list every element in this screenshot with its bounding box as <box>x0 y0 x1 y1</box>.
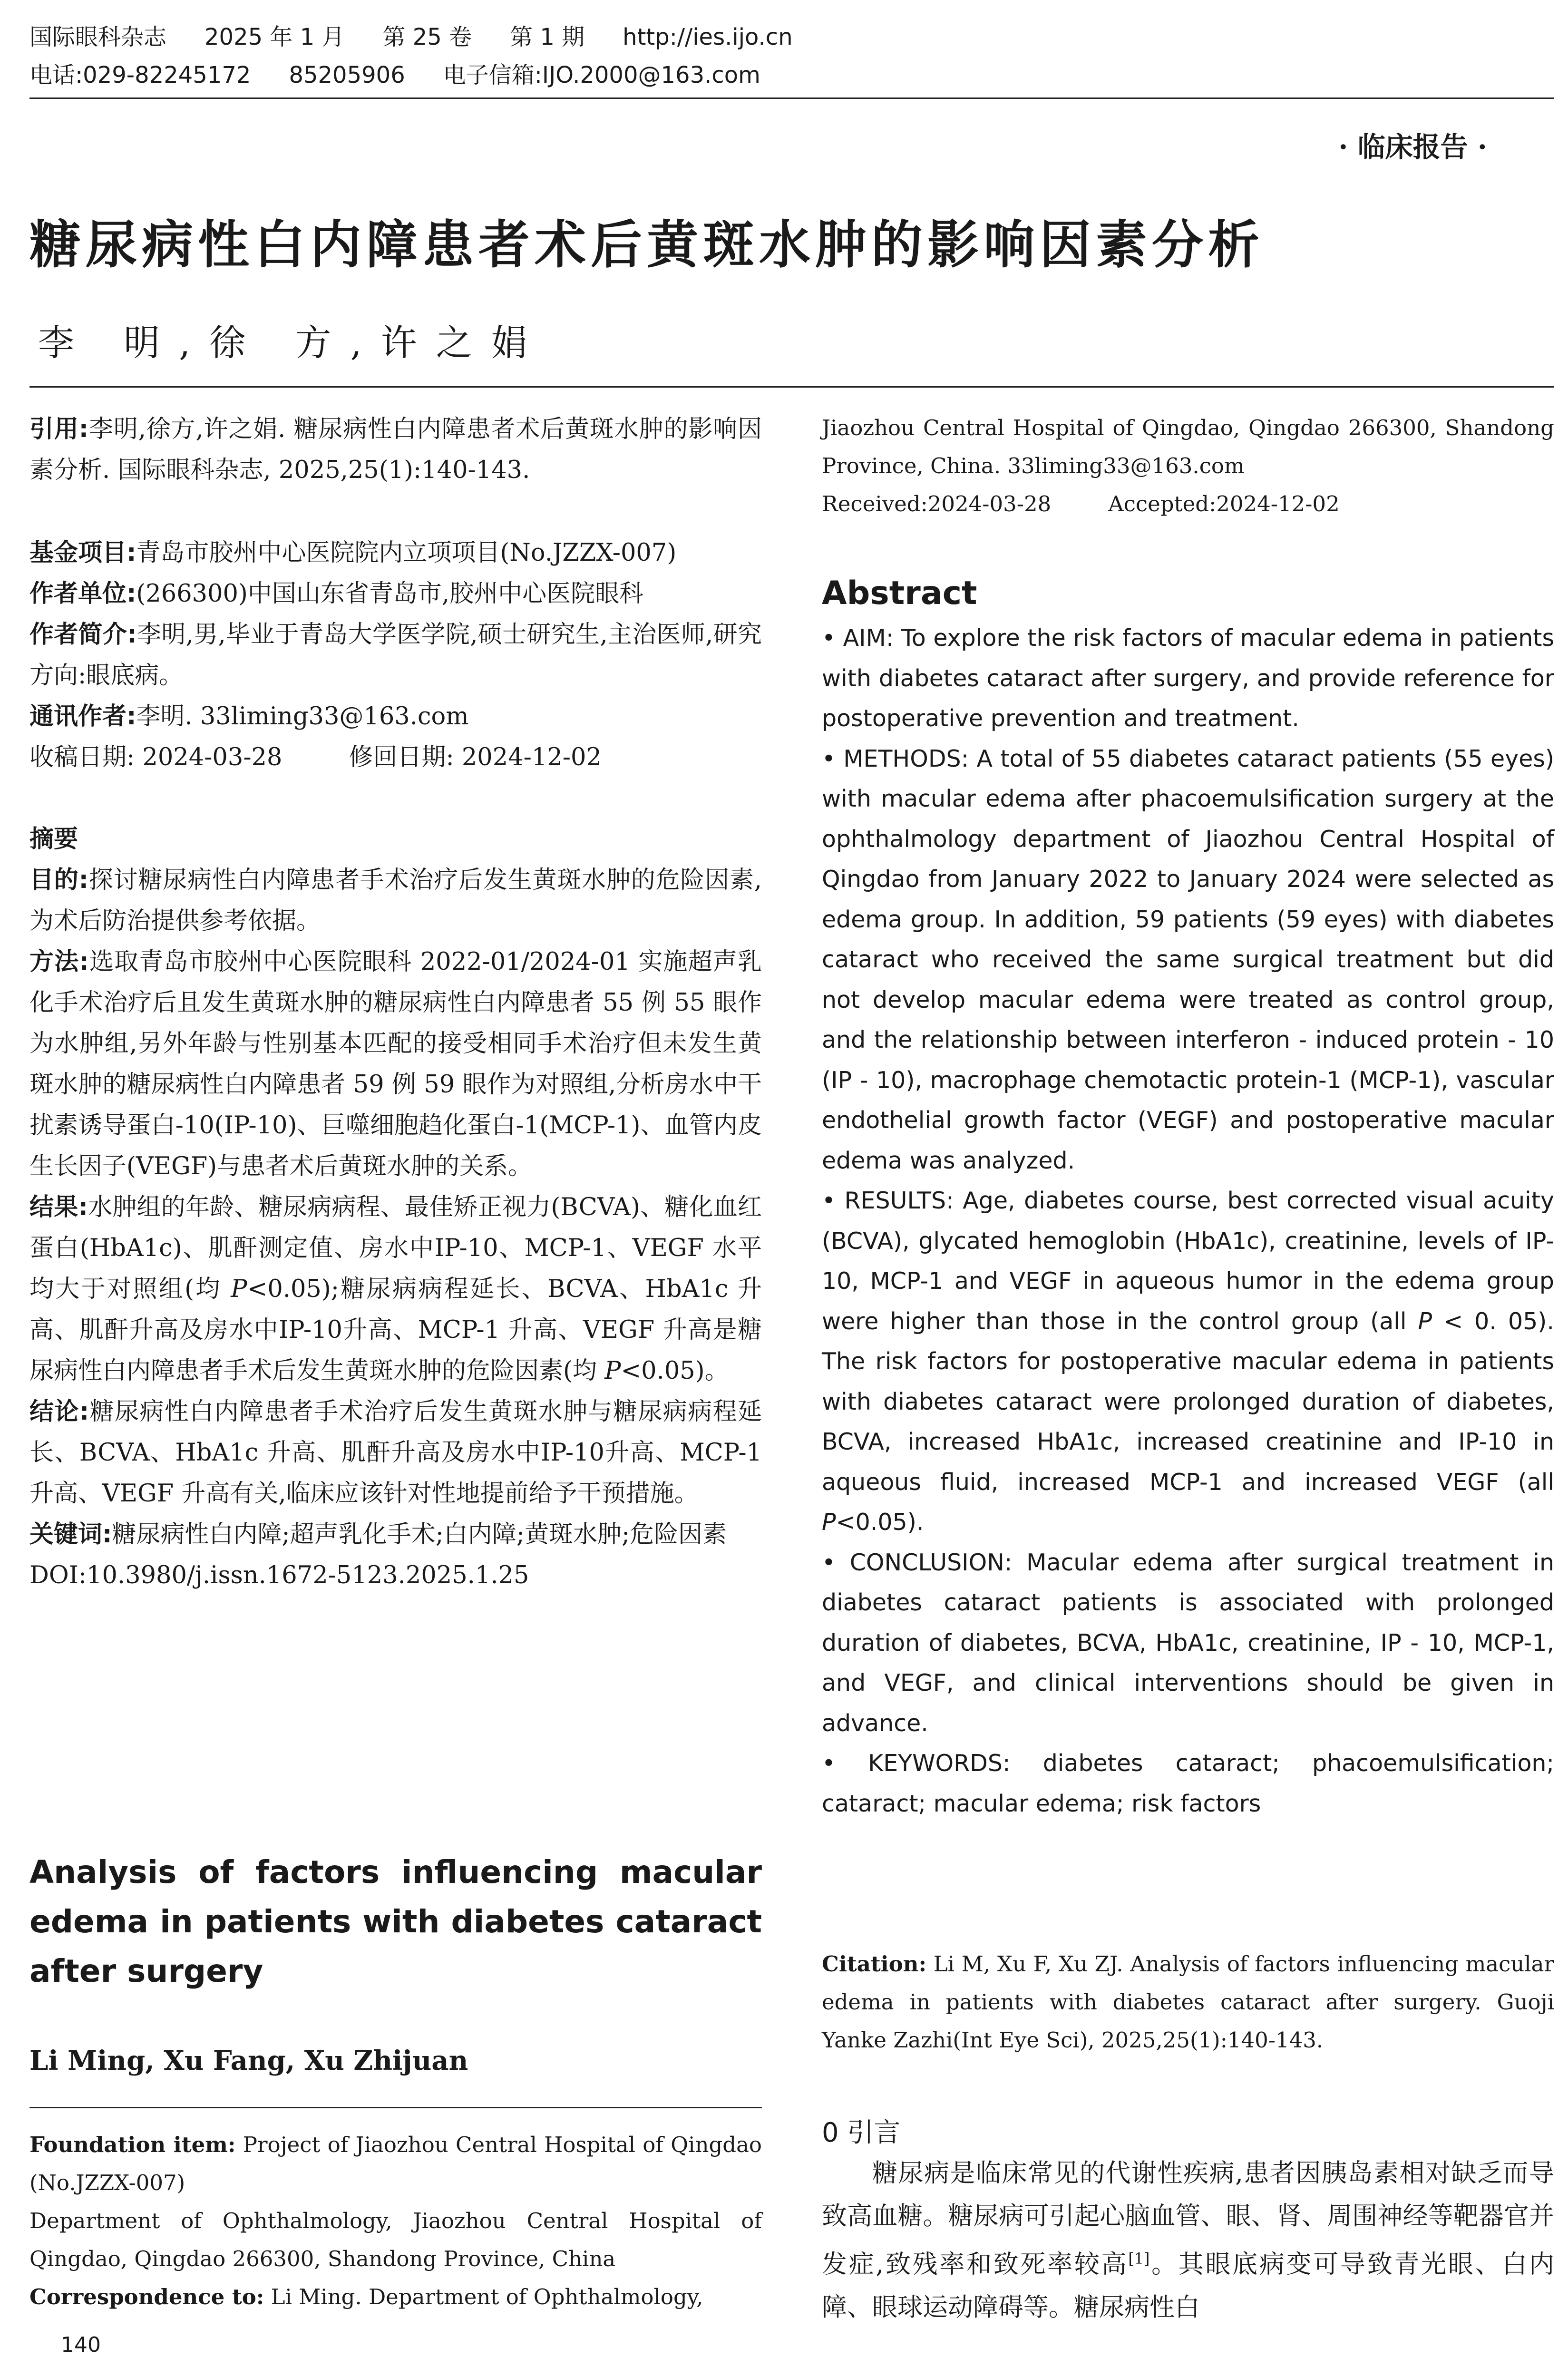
fund-label: 基金项目: <box>29 539 136 567</box>
received-zh: 收稿日期: 2024-03-28 <box>29 743 282 771</box>
abstract-zh <box>29 819 762 1596</box>
corr-label: 通讯作者: <box>29 702 136 731</box>
english-authors: Li Ming, Xu Fang, Xu Zhijuan <box>29 2045 468 2076</box>
doi[interactable]: DOI:10.3980/j.issn.1672-5123.2025.1.25 <box>29 1561 529 1589</box>
authors: 李 明,徐 方,许之娟 <box>38 321 546 364</box>
correspondence-label: Correspondence to: <box>29 2284 264 2309</box>
page-title: 糖尿病性白内障患者术后黄斑水肿的影响因素分析 <box>29 215 1265 275</box>
article-meta-zh <box>29 533 762 778</box>
english-affiliation <box>29 2126 762 2316</box>
english-authors-rule <box>29 2107 762 2108</box>
keywords-en: • KEYWORDS: diabetes cataract; phacoemulsification; cataract; macular edema; risk factors <box>822 1750 1554 1817</box>
intro-heading: 0 引言 <box>822 2117 901 2148</box>
section-tag: · 临床报告 · <box>1338 131 1487 163</box>
citation-zh <box>29 409 762 491</box>
results-en-p: P <box>1418 1307 1432 1335</box>
citation-zh-label: 引用: <box>29 415 89 443</box>
department-text: Department of Ophthalmology, Jiaozhou Central Hospital of Qingdao, Qingdao 266300, Shandong Province, China <box>29 2208 762 2271</box>
methods-en: • METHODS: A total of 55 diabetes cataract patients (55 eyes) with macular edema after phacoemulsification surgery at the ophthalmology department of Jiaozhou Central Hospital of Qingdao from January 2022 to January 2024 were selected as edema group. In addition, 59 patients (59 eyes) with diabetes cataract who received the same surgical treatment but did not develop macular edema were treated as control group, and the relationship between interferon - induced protein - 10 (IP - 10), macrophage chemotactic protein-1 (MCP-1), vascular endothelial growth factor (VEGF) and postoperative macular edema was analyzed. <box>822 745 1554 1174</box>
results-en-3: <0.05). <box>836 1509 924 1536</box>
journal-url[interactable]: http://ies.ijo.cn <box>623 24 793 50</box>
aim-zh: 探讨糖尿病性白内障患者手术治疗后发生黄斑水肿的危险因素,为术后防治提供参考依据。 <box>29 866 762 935</box>
citation-en <box>822 1945 1554 2059</box>
results-zh-p: P <box>231 1275 247 1303</box>
abstract-zh-heading: 摘要 <box>29 825 78 853</box>
issue-number: 第 1 期 <box>510 24 585 50</box>
conclusion-zh: 糖尿病性白内障患者手术治疗后发生黄斑水肿与糖尿病病程延长、BCVA、HbA1c 升高、肌酐升高及房水中IP-10升高、MCP-1 升高、VEGF 升高有关,临床应该针对性地提前给予干预措施。 <box>29 1398 762 1508</box>
correspondence-text-1: Li Ming. Department of Ophthalmology, <box>271 2284 703 2309</box>
methods-zh-label: 方法: <box>29 948 89 976</box>
citation-en-text: Li M, Xu F, Xu ZJ. Analysis of factors influencing macular edema in patients with diabetes cataract after surgery. Guoji Yanke Zazhi(Int Eye Sci), 2025,25(1):140-143. <box>822 1951 1554 2053</box>
results-zh-label: 结果: <box>29 1193 88 1221</box>
intro-ref[interactable]: [1] <box>1128 2250 1150 2268</box>
revised-zh: 修回日期: 2024-12-02 <box>349 743 602 771</box>
bio-label: 作者简介: <box>29 621 137 649</box>
conclusion-zh-label: 结论: <box>29 1398 89 1426</box>
citation-zh-text: 李明,徐方,许之娟. 糖尿病性白内障患者术后黄斑水肿的影响因素分析. 国际眼科杂志, 2025,25(1):140-143. <box>29 415 762 484</box>
email[interactable]: 电子信箱:IJO.2000@163.com <box>443 62 760 88</box>
phone-2: 85205906 <box>289 62 405 88</box>
fund-text: 青岛市胶州中心医院院内立项项目(No.JZZX-007) <box>136 539 677 567</box>
journal-name: 国际眼科杂志 <box>29 24 167 50</box>
corr-text: 李明. 33liming33@163.com <box>136 702 469 731</box>
results-zh-p2: P <box>604 1357 621 1385</box>
abstract-en-body <box>822 618 1554 1824</box>
results-en-1: • RESULTS: Age, diabetes course, best corrected visual acuity (BCVA), glycated hemoglobin (HbA1c), creatinine, levels of IP-10, MCP-1 and VEGF in aqueous humor in the edema group were higher than those in the control group (all <box>822 1187 1554 1335</box>
journal-header-line-1 <box>29 23 831 51</box>
phone: 电话:029-82245172 <box>29 62 251 88</box>
unit-label: 作者单位: <box>29 580 136 608</box>
foundation-label: Foundation item: <box>29 2132 236 2157</box>
results-en-p2: P <box>822 1509 836 1536</box>
results-zh-1: 水肿组的年龄、糖尿病病程、最佳矫正视力(BCVA)、糖化血红蛋白(HbA1c)、肌酐测定值、房水中IP-10、MCP-1、VEGF 水平均大于对照组(均 <box>29 1193 762 1303</box>
intro-text-2: 。其眼底病变可导致青光眼、白内障、眼球运动障碍等。糖尿病性白 <box>822 2250 1554 2322</box>
conclusion-en: • CONCLUSION: Macular edema after surgical treatment in diabetes cataract patients is associated with prolonged duration of diabetes, BCVA, HbA1c, creatinine, IP - 10, MCP-1, and VEGF, and clinical interventions should be given in advance. <box>822 1549 1554 1737</box>
results-zh-2: <0.05);糖尿病病程延长、BCVA、HbA1c 升高、肌酐升高及房水中IP-10升高、MCP-1 升高、VEGF 升高是糖尿病性白内障患者手术后发生黄斑水肿的危险因素(均 <box>29 1275 762 1385</box>
journal-header-line-2 <box>29 61 799 89</box>
results-zh-3: <0.05)。 <box>621 1357 729 1385</box>
bio-text: 李明,男,毕业于青岛大学医学院,硕士研究生,主治医师,研究方向:眼底病。 <box>29 621 762 690</box>
correspondence-continued <box>822 409 1554 523</box>
keywords-zh: 糖尿病性白内障;超声乳化手术;白内障;黄斑水肿;危险因素 <box>112 1520 727 1549</box>
intro-text-1: 糖尿病是临床常见的代谢性疾病,患者因胰岛素相对缺乏而导致高血糖。糖尿病可引起心脑血管、眼、肾、周围神经等靶器官并发症,致残率和致死率较高 <box>822 2159 1554 2279</box>
citation-en-label: Citation: <box>822 1951 927 1977</box>
aim-en: • AIM: To explore the risk factors of macular edema in patients with diabetes cataract after surgery, and provide reference for postoperative prevention and treatment. <box>822 624 1554 732</box>
intro-body <box>822 2152 1554 2329</box>
abstract-en-heading: Abstract <box>822 575 977 612</box>
received-en: Received:2024-03-28 <box>822 491 1052 516</box>
methods-zh: 选取青岛市胶州中心医院眼科 2022-01/2024-01 实施超声乳化手术治疗后且发生黄斑水肿的糖尿病性白内障患者 55 例 55 眼作为水肿组,另外年龄与性别基本匹配的接受相同手术治疗但未发生黄斑水肿的糖尿病性白内障患者 59 例 59 眼作为对照组,分析房水中干扰素诱导蛋白-10(IP-10)、巨噬细胞趋化蛋白-1(MCP-1)、血管内皮生长因子(VEGF)与患者术后黄斑水肿的关系。 <box>29 948 762 1180</box>
english-title: Analysis of factors influencing macular edema in patients with diabetes cataract after surgery <box>29 1854 762 1989</box>
keywords-zh-label: 关键词: <box>29 1520 112 1549</box>
volume: 第 25 卷 <box>382 24 472 50</box>
issue-date: 2025 年 1 月 <box>205 24 345 50</box>
foundation-text: Project of Jiaozhou Central Hospital of Qingdao (No.JZZX-007) <box>29 2132 762 2195</box>
results-en-2: < 0. 05). The risk factors for postoperative macular edema in patients with diabetes cataract were prolonged duration of diabetes, BCVA, increased HbA1c, increased creatinine and IP-10 in aqueous fluid, increased MCP-1 and increased VEGF (all <box>822 1307 1554 1496</box>
page-number: 140 <box>61 2333 101 2357</box>
accepted-en: Accepted:2024-12-02 <box>1108 491 1340 516</box>
unit-text: (266300)中国山东省青岛市,胶州中心医院眼科 <box>136 580 644 608</box>
header-rule <box>29 97 1554 99</box>
correspondence-text-2: Jiaozhou Central Hospital of Qingdao, Qingdao 266300, Shandong Province, China. 33liming33@163.com <box>822 415 1554 478</box>
aim-zh-label: 目的: <box>29 866 89 894</box>
title-rule <box>29 386 1554 388</box>
